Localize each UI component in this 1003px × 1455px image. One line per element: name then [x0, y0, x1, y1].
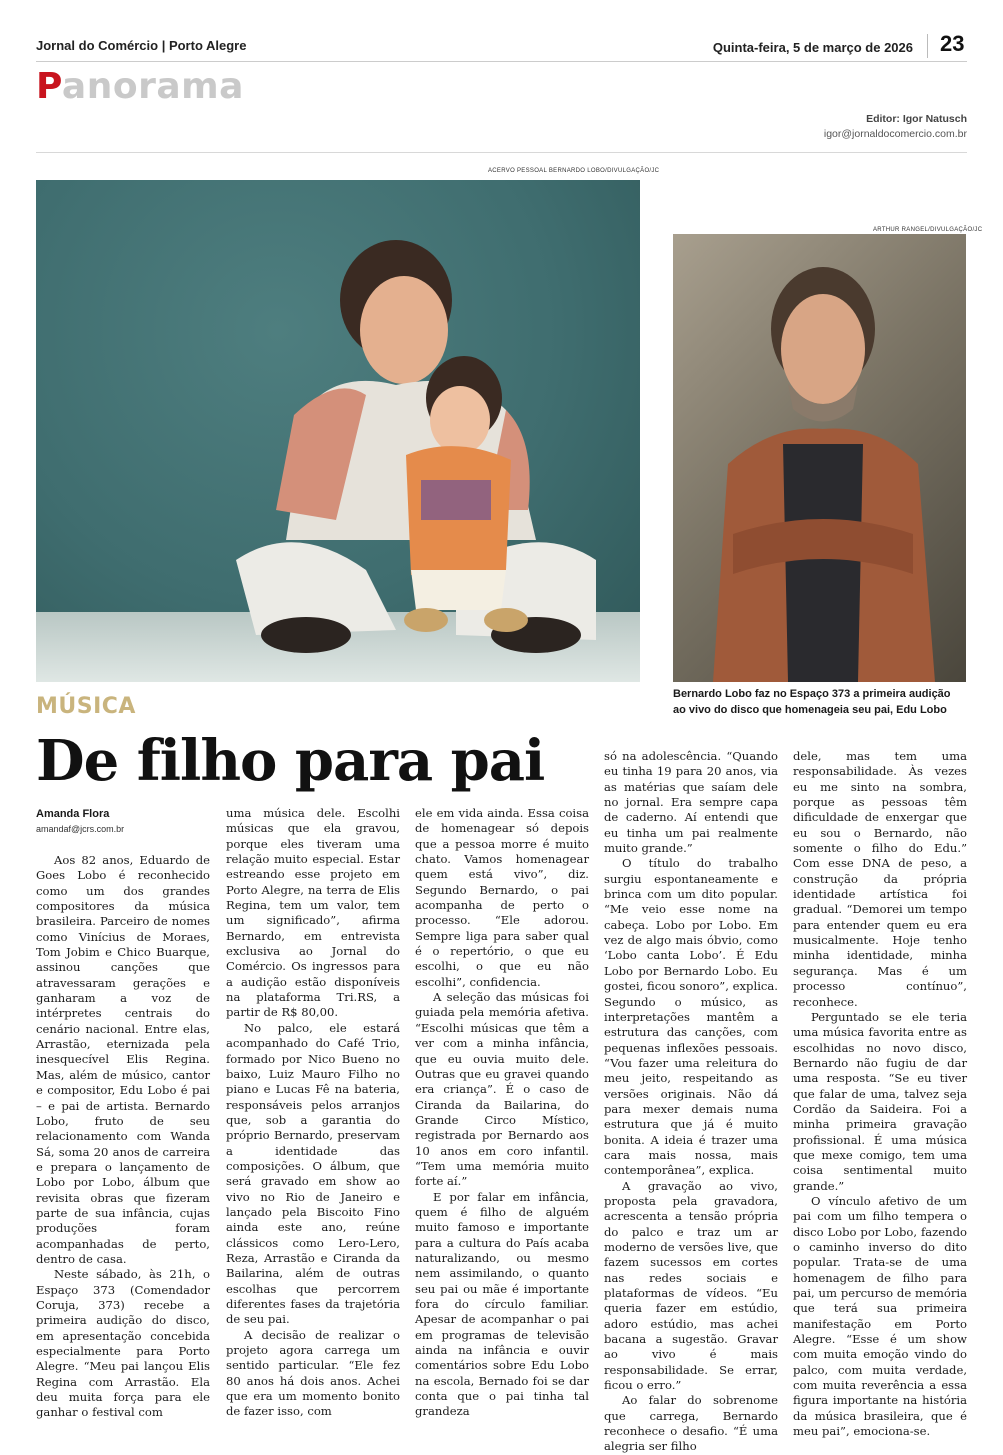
paragraph: dele, mas tem uma responsabilidade. Às vezes eu me sinto na sombra, porque as pessoas têm dificuldade de enxergar que eu sou o Bernardo, não somente o filho do Edu.” Com esse DNA de peso, a construção da própria identidade artística foi gradual. “Demorei um tempo para entender quem eu era musicalmente. Hoje tenho minha identidade, minha segurança. Mas é um processo contínuo”, reconhece.	[793, 749, 967, 1009]
photo-figures	[36, 180, 640, 682]
section-title	[36, 66, 244, 107]
paragraph: Aos 82 anos, Eduardo de Goes Lobo é reconhecido como um dos grandes compositores da música brasileira. Parceiro de nomes como Vinícius de Moraes, Tom Jobim e Chico Buarque, assinou canções que atravessaram gerações e ganharam a voz de intérpretes centrais do cenário nacional. Entre elas, Arrastão, eternizada pela inesquecível Elis Regina. Mas, além de músico, cantor e compositor, Edu Lobo é pai – e pai de artista. Bernardo Lobo, fruto de seu relacionamento com Wanda Sá, soma 20 anos de carreira e prepara o lançamento de Lobo por Lobo, álbum que revisita obras que fizeram parte de sua infância, cujas produções foram acompanhadas de perto, dentro de casa.	[36, 853, 210, 1266]
article-column-4	[604, 749, 778, 1455]
editor-email: igor@jornaldocomercio.com.br	[823, 128, 967, 140]
section-title-initial: P	[36, 66, 62, 107]
paragraph: Neste sábado, às 21h, o Espaço 373 (Comendador Coruja, 373) recebe a primeira audição do disco, em apresentação concebida especialmente para Porto Alegre. “Meu pai lançou Elis Regina com Arrastão. Ela deu muita força para ele ganhar o festival com	[36, 1267, 210, 1420]
photo-portrait	[673, 234, 966, 682]
article-column-2	[226, 806, 400, 1420]
photo-caption: Bernardo Lobo faz no Espaço 373 a primeira audição ao vivo do disco que homenageia seu pai, Edu Lobo	[673, 688, 951, 716]
publication-name: Jornal do Comércio | Porto Alegre	[36, 38, 247, 53]
paragraph: ele em vida ainda. Essa coisa de homenagear só depois que a pessoa morre é muito chato. Vamos homenagear quem está vivo”, diz. Segundo Bernardo, o pai acompanha de perto o processo. “Ele adorou. Sempre liga para saber qual é o repertório, o que eu escolhi, o que eu não escolhi”, confidencia.	[415, 806, 589, 989]
editor-name: Editor: Igor Natusch	[866, 113, 967, 125]
header-divider	[927, 34, 928, 58]
page-number: 23	[940, 31, 965, 56]
article-author: Amanda Flora	[36, 808, 110, 820]
paragraph: A gravação ao vivo, proposta pela gravadora, acrescenta a tensão própria do palco e traz um ar moderno de versões live, que fazem sucessos em cortes nas redes sociais e plataformas de vídeos. “Eu queria fazer em estúdio, adoro estúdio, mas achei bacana a sugestão. Gravar ao vivo é mais responsabilidade. Se errar, ficou o erro.”	[604, 1178, 778, 1393]
photo-credit-1: ACERVO PESSOAL BERNARDO LOBO/DIVULGAÇÃO/JC	[488, 168, 660, 174]
article-column-1	[36, 853, 210, 1421]
article-headline: De filho para pai	[36, 728, 545, 794]
editor-box	[824, 112, 967, 142]
article-kicker: MÚSICA	[36, 694, 136, 719]
photo-father-and-son	[36, 180, 640, 682]
paragraph: Perguntado se ele teria uma música favorita entre as escolhidas no novo disco, Bernardo não fugiu de dar uma resposta. “Se eu tiver que falar de uma, talvez seja Cordão da Saideira. Foi a minha primeira gravação profissional. É uma música que mexe comigo, tem uma coisa sentimental muito grande.”	[793, 1009, 967, 1193]
section-title-rest: anorama	[61, 66, 244, 107]
article-author-email: amandaf@jcrs.com.br	[36, 824, 125, 834]
photo-credit-2: ARTHUR RANGEL/DIVULGAÇÃO/JC	[873, 227, 983, 233]
paragraph: uma música dele. Escolhi músicas que ela gravou, porque eles tiveram uma relação muito especial. Estar estreando esse projeto em Porto Alegre, na terra de Elis Regina, tem um valor, tem um significado”, afirma Bernardo, em entrevista exclusiva ao Jornal do Comércio. Os ingressos para a audição estão disponíveis na plataforma Tri.RS, a partir de R$ 80,00.	[226, 806, 400, 1020]
issue-date: Quinta-feira, 5 de março de 2026	[712, 40, 913, 55]
paragraph: E por falar em infância, quem é filho de alguém muito famoso e importante para a cultura do País acaba naturalizando, ou mesmo nem assimilando, o quanto seu pai ou mãe é importante fora do círculo familiar. Apesar de acompanhar o pai em programas de televisão ainda na infância e ouvir comentários sobre Edu Lobo na escola, Bernado foi se dar conta que o pai tinha tal grandeza	[415, 1189, 589, 1419]
paragraph: A seleção das músicas foi guiada pela memória afetiva. “Escolhi músicas que têm a ver com a minha infância, que eu ouvia muito dele. Outras que eu gravei quando era criança”. É o caso de Ciranda da Bailarina, do Grande Circo Místico, registrada por Bernardo aos 10 anos em coro infantil. “Tem uma memória muito forte aí.”	[415, 990, 589, 1189]
paragraph: O vínculo afetivo de um pai com um filho tempera o disco Lobo por Lobo, fazendo o caminho inverso do dito popular. Trata-se de uma homenagem de filho para pai, um percurso de memória que terá sua primeira manifestação em Porto Alegre. “Esse é um show com muita emoção vindo do palco, com muita verdade, com muita reverência a essa figura importante na história da música brasileira, que é meu pai”, emociona-se.	[793, 1193, 967, 1439]
header-rule	[36, 61, 967, 62]
article-column-3	[415, 806, 589, 1420]
paragraph: A decisão de realizar o projeto agora carrega um sentido particular. “Ele fez 80 anos há dois anos. Achei que era um momento bonito de fazer isso, com	[226, 1327, 400, 1419]
paragraph: No palco, ele estará acompanhado do Café Trio, formado por Nico Bueno no baixo, Luiz Mauro Filho no piano e Lucas Fê na bateria, responsáveis pelos arranjos que, sob a garantia do próprio Bernardo, preservam a identidade das composições. O álbum, que será gravado em show ao vivo no Rio de Janeiro e lançado pela Biscoito Fino ainda este ano, reúne clássicos como Lero-Lero, Reza, Arrastão e Ciranda da Bailarina, além de outras escolhas que percorrem diferentes fases da trajetória de seu pai.	[226, 1020, 400, 1327]
paragraph: Ao falar do sobrenome que carrega, Bernardo reconhece o desafio. “É uma alegria ser filho	[604, 1393, 778, 1454]
article-column-5	[793, 749, 967, 1439]
section-rule	[36, 152, 967, 153]
paragraph: só na adolescência. “Quando eu tinha 19 para 20 anos, via as matérias que saíam dele no jornal. Era sempre capa de caderno. Aí entendi que eu tinha um pai realmente muito grande.”	[604, 749, 778, 856]
photo-bernardo-lobo	[673, 234, 966, 682]
paragraph: O título do trabalho surgiu espontaneamente e brinca com um dito popular. “Me veio esse nome na cabeça. Lobo por Lobo. Em vez de algo mais óbvio, como ‘Lobo canta Lobo’. É Edu Lobo por Bernardo Lobo. Eu gostei, ficou sonoro”, explica. Segundo o músico, as interpretações mantêm a estrutura das canções, com pequenas inflexões pessoais. “Vou fazer uma releitura do meu jeito, respeitando as versões originais. Não dá para mexer demais numa estrutura que já é muito bonita. A ideia é trazer uma cara mais nossa, mais contemporânea”, explica.	[604, 856, 778, 1178]
